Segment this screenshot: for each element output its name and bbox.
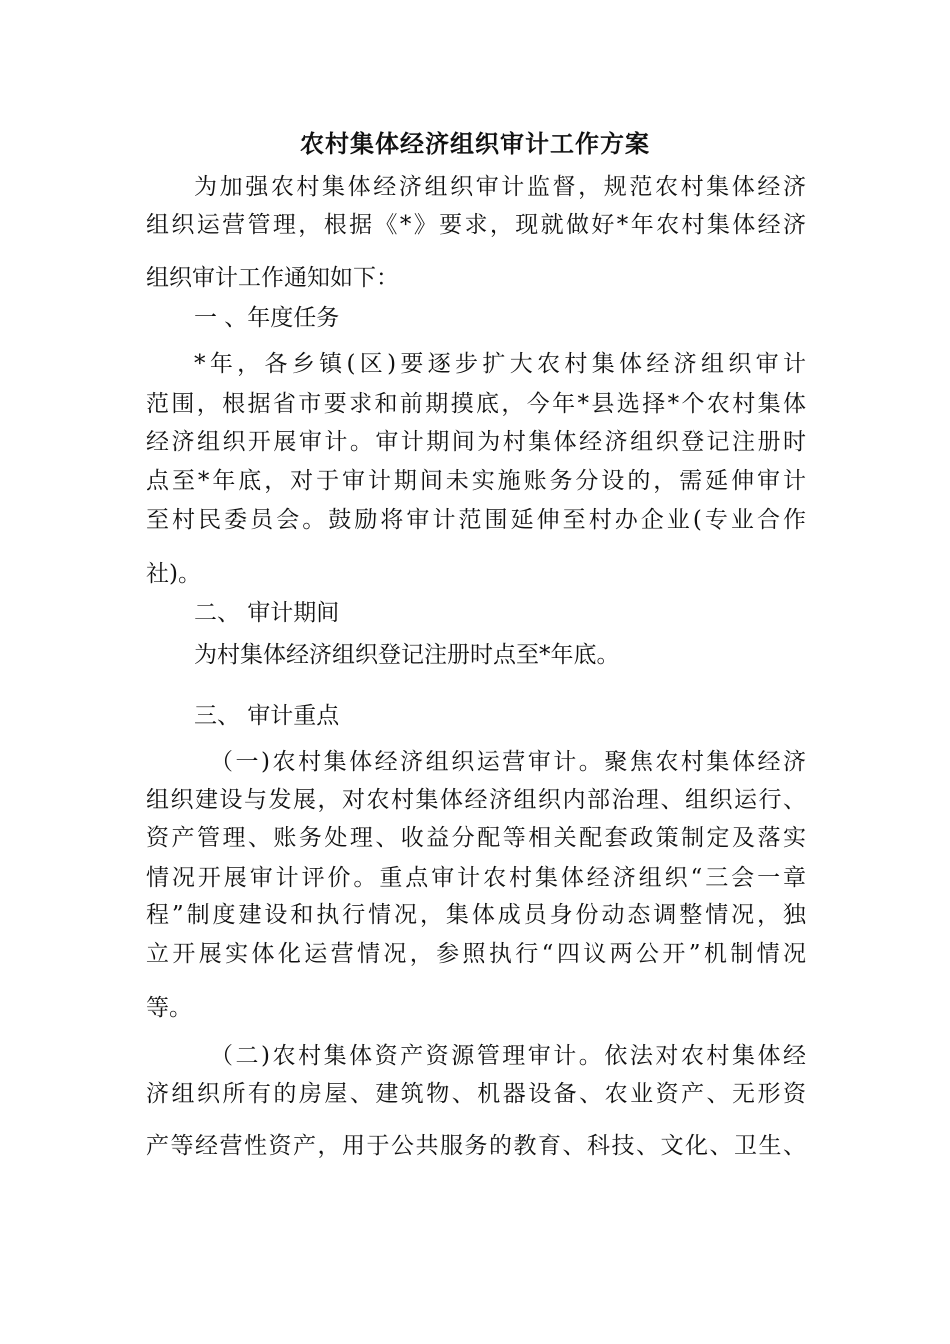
document-title: 农村集体经济组织审计工作方案 <box>300 130 650 158</box>
paragraph-line: 情况开展审计评价。重点审计农村集体经济组织“三会一章 <box>146 865 806 891</box>
paragraph-line: 为加强农村集体经济组织审计监督，规范农村集体经济 <box>194 174 806 200</box>
paragraph-line: *年，各乡镇(区)要逐步扩大农村集体经济组织审计 <box>194 351 806 377</box>
paragraph-line: 社)。 <box>146 561 201 587</box>
paragraph-line: 范围，根据省市要求和前期摸底，今年*县选择*个农村集体 <box>146 391 806 417</box>
section-heading-2: 二、 审计期间 <box>194 600 340 626</box>
paragraph-line: 产等经营性资产，用于公共服务的教育、科技、文化、卫生、 <box>146 1133 806 1159</box>
section-heading-3: 三、 审计重点 <box>194 703 340 729</box>
paragraph-line: 资产管理、账务处理、收益分配等相关配套政策制定及落实 <box>146 825 806 851</box>
paragraph-line: 为村集体经济组织登记注册时点至*年底。 <box>194 642 620 668</box>
paragraph-line: 济组织所有的房屋、建筑物、机器设备、农业资产、无形资 <box>146 1081 806 1107</box>
paragraph-line: 至村民委员会。鼓励将审计范围延伸至村办企业(专业合作 <box>146 507 806 533</box>
paragraph-line: （二)农村集体资产资源管理审计。依法对农村集体经 <box>210 1043 806 1069</box>
paragraph-line: （一)农村集体经济组织运营审计。聚焦农村集体经济 <box>210 749 806 775</box>
paragraph-line: 经济组织开展审计。审计期间为村集体经济组织登记注册时 <box>146 429 806 455</box>
paragraph-line: 立开展实体化运营情况，参照执行“四议两公开”机制情况 <box>146 941 806 967</box>
paragraph-line: 程”制度建设和执行情况，集体成员身份动态调整情况，独 <box>146 902 806 928</box>
section-heading-1: 一 、年度任务 <box>194 305 340 331</box>
paragraph-line: 等。 <box>146 995 192 1021</box>
paragraph-line: 点至*年底，对于审计期间未实施账务分设的，需延伸审计 <box>146 468 806 494</box>
paragraph-line: 组织建设与发展，对农村集体经济组织内部治理、组织运行、 <box>146 787 806 813</box>
paragraph-line: 组织运营管理，根据《*》要求，现就做好*年农村集体经济 <box>146 212 806 238</box>
paragraph-line: 组织审计工作通知如下： <box>146 265 399 291</box>
